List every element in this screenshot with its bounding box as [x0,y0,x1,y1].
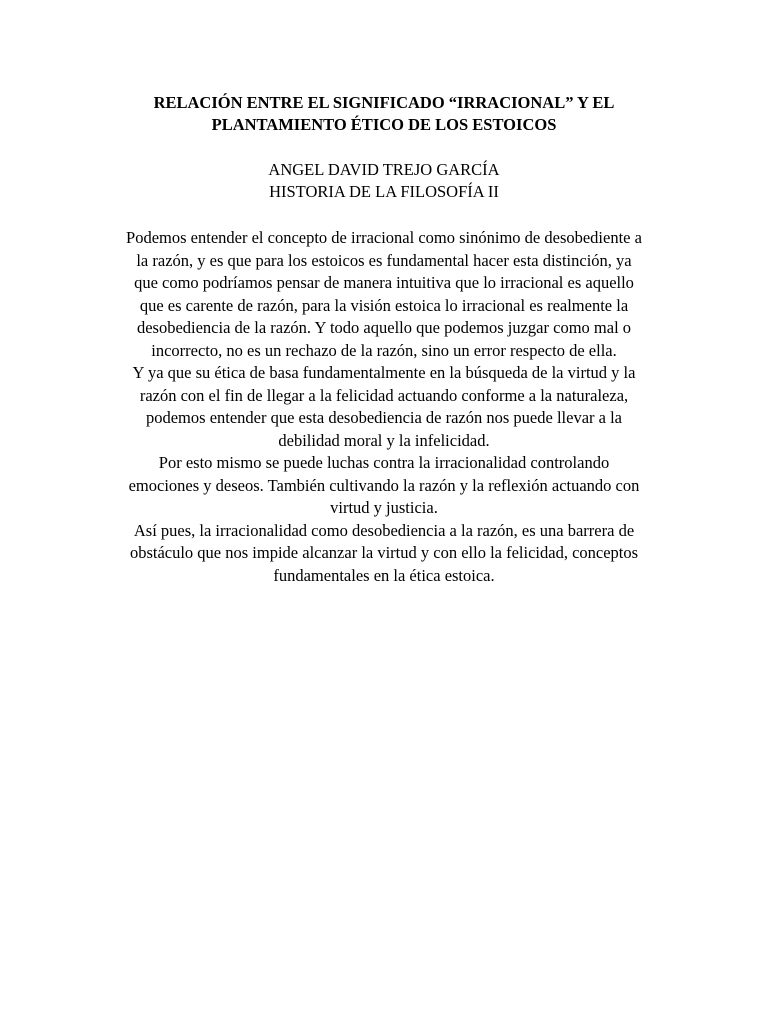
body-line: que como podríamos pensar de manera intuitiva que lo irracional es aquello [134,273,634,292]
body-line: debilidad moral y la infelicidad. [278,430,490,450]
body-line: podemos entender que esta desobediencia de razón nos puede llevar a la [145,408,622,427]
document-body [84,227,684,587]
body-line: razón con el fin de llegar a la felicidad actuando conforme a la naturaleza, [139,385,629,405]
body-line: obstáculo que nos impide alcanzar la virtud y con ello la felicidad, conceptos [129,543,639,562]
body-line: desobediencia de la razón. Y todo aquello que podemos juzgar como mal o [136,318,632,337]
body-line: incorrecto, no es un rechazo de la razón, sino un error respecto de ella. [151,340,617,360]
course-name: HISTORIA DE LA FILOSOFÍA II [269,182,499,201]
title-line: RELACIÓN ENTRE EL SIGNIFICADO “IRRACIONAL” Y EL [153,93,615,112]
document-title [84,92,684,136]
body-line: la razón, y es que para los estoicos es fundamental hacer esta distinción, ya [136,250,632,270]
body-line: fundamentales en la ética estoica. [273,565,495,585]
document-meta [84,159,684,203]
body-line: Podemos entender el concepto de irracional como sinónimo de desobediente a [126,228,642,247]
body-line: virtud y justicia. [330,498,438,517]
body-line: Por esto mismo se puede luchas contra la irracionalidad controlando [158,453,610,472]
body-line: Así pues, la irracionalidad como desobediencia a la razón, es una barrera de [133,520,635,540]
title-line: PLANTAMIENTO ÉTICO DE LOS ESTOICOS [211,115,557,134]
body-line: que es carente de razón, para la visión estoica lo irracional es realmente la [139,295,629,315]
body-line: emociones y deseos. También cultivando la razón y la reflexión actuando con [128,475,640,495]
author-name: ANGEL DAVID TREJO GARCÍA [268,160,500,179]
body-line: Y ya que su ética de basa fundamentalmente en la búsqueda de la virtud y la [132,363,636,382]
